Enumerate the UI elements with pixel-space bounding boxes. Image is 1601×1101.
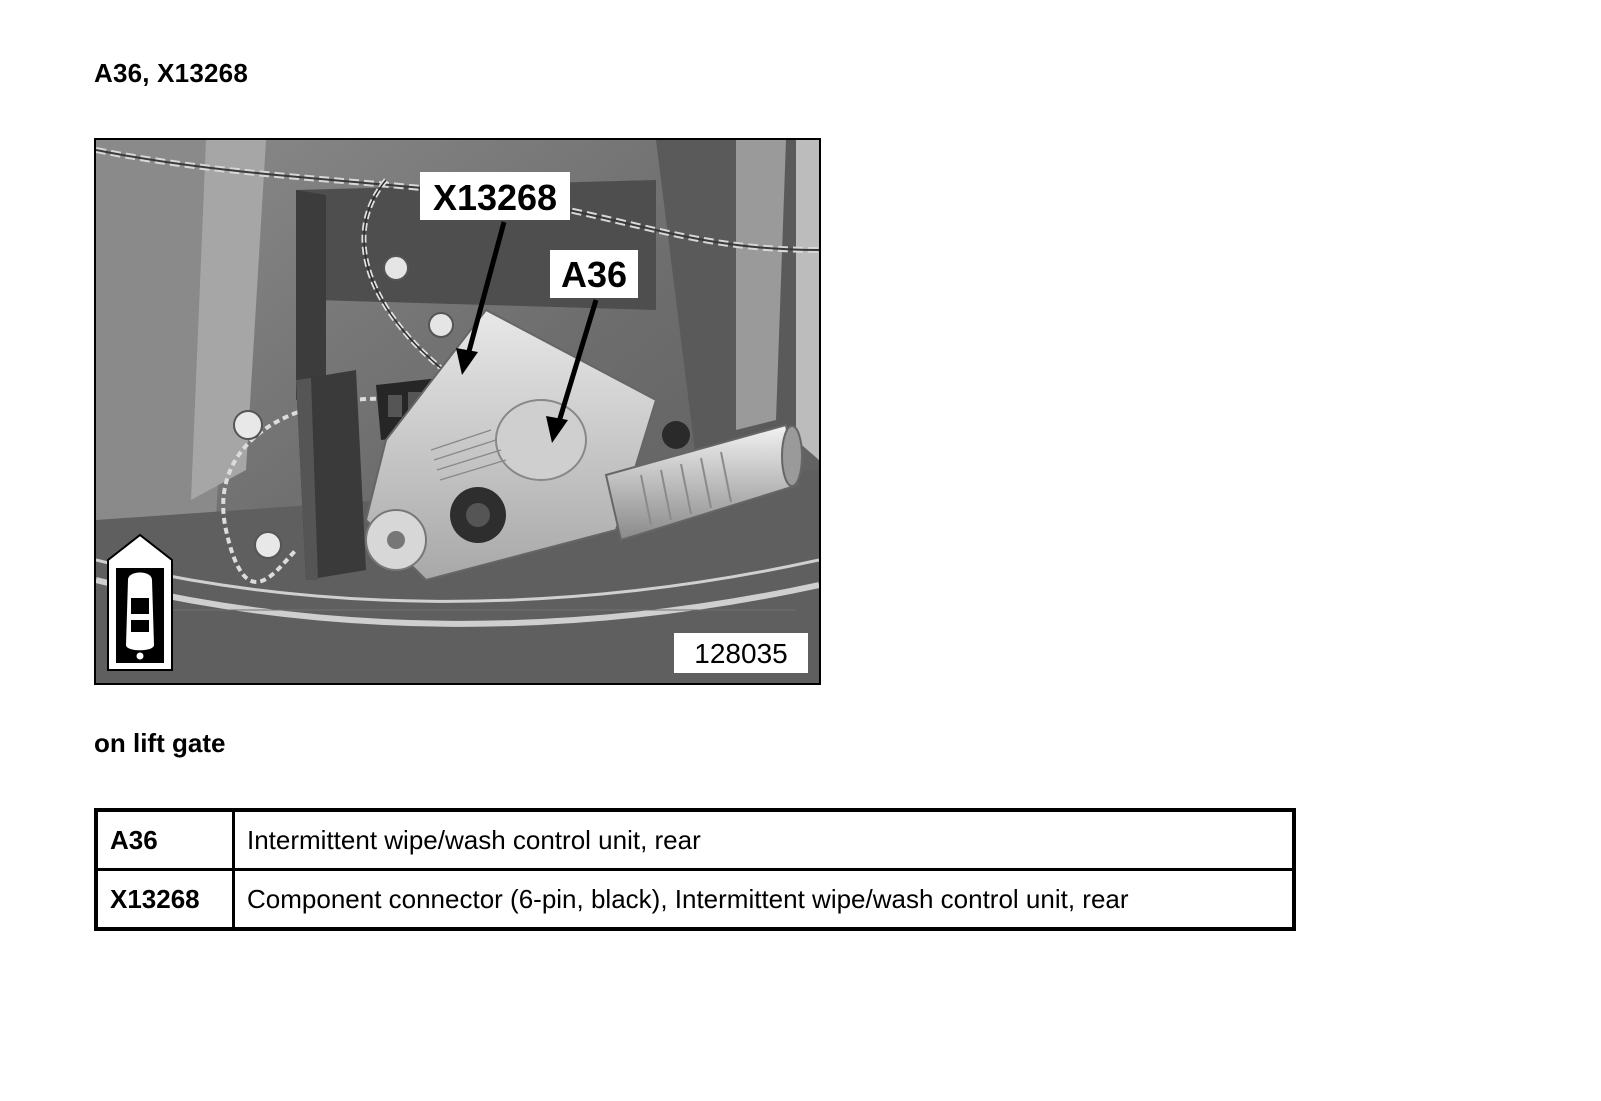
location-caption: on lift gate	[94, 728, 226, 758]
legend-table	[94, 808, 1296, 931]
component-description: Intermittent wipe/wash control unit, rear	[234, 810, 1295, 870]
vehicle-top-view-icon	[108, 535, 172, 670]
callout-x13268-label: X13268	[432, 177, 558, 218]
table-row	[96, 870, 1294, 930]
component-description: Component connector (6-pin, black), Intermittent wipe/wash control unit, rear	[234, 870, 1295, 930]
image-number: 128035	[694, 638, 788, 669]
component-code: A36	[96, 810, 234, 870]
table-row	[96, 810, 1294, 870]
callout-a36-label: A36	[560, 254, 628, 295]
component-photo	[94, 138, 821, 685]
page-title: A36, X13268	[94, 58, 248, 88]
component-code: X13268	[96, 870, 234, 930]
